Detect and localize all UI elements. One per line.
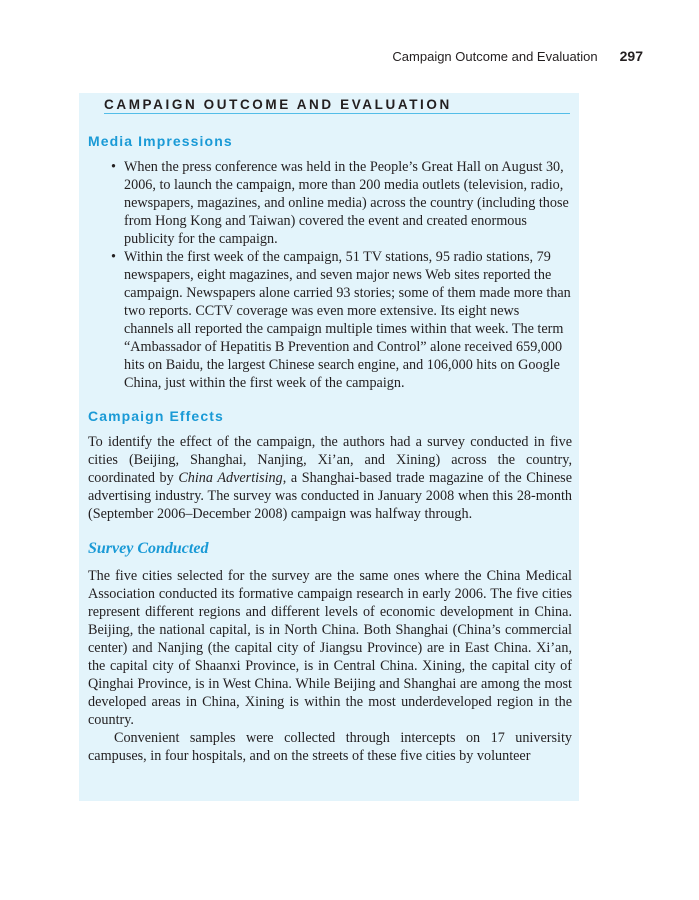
media-impressions-list — [88, 158, 572, 392]
list-item — [111, 158, 572, 248]
campaign-effects-paragraph — [88, 433, 572, 523]
list-item-text: When the press conference was held in the People’s Great Hall on August 30, 2006, to launch the campaign, more than 200 media outlets (television, radio, newspapers, magazines, and online media) across the country (including those from Hong Kong and Taiwan) covered the event and created enormous publicity for the campaign. — [124, 159, 569, 247]
list-item-text: Within the first week of the campaign, 51 TV stations, 95 radio stations, 79 newspapers, eight magazines, and seven major news Web sites reported the campaign. Newspapers alone carried 93 stories; some of them made more than two reports. CCTV coverage was even more extensive. Its eight news channels all reported the campaign multiple times within that week. The term “Ambassador of Hepatitis B Prevention and Control” alone received 659,000 hits on Baidu, the largest Chinese search engine, and 106,000 hits on Google China, just within the first week of the campaign. — [124, 249, 571, 391]
survey-paragraph-2: Convenient samples were collected through intercepts on 17 university campuses, in four hospitals, and on the streets of these five cities by volunteer — [88, 730, 572, 764]
survey-paragraph-1: The five cities selected for the survey are the same ones where the China Medical Association conducted its formative campaign research in early 2006. The five cities represent different regions and different levels of economic development in China. Beijing, the national capital, is in North China. Both Shanghai (China’s commercial center) and Nanjing (the capital city of Jiangsu Province) are in East China. Xi’an, the capital city of Shaanxi Province, is in Central China. Xining, the capital city of Qinghai Province, is in West China. While Beijing and Shanghai are among the most developed areas in China, Xining is within the most underdeveloped region in the country. — [88, 568, 572, 728]
box-content — [88, 132, 572, 765]
campaign-effects-text-1: To identify the effect of the campaign, the authors had a survey conducted in five cities (Beijing, Shanghai, Nanjing, Xi’an, and Xining) across the country, coordinated by — [88, 434, 572, 486]
publication-title: China Advertising — [178, 470, 283, 486]
box-title: CAMPAIGN OUTCOME AND EVALUATION — [104, 97, 570, 114]
running-header-title: Campaign Outcome and Evaluation — [392, 49, 598, 64]
running-header — [392, 48, 643, 64]
campaign-effects-text-2: , a Shanghai-based trade magazine of the Chinese advertising industry. The survey was conducted in January 2008 when this 28-month (September 2006–December 2008) campaign was halfway through. — [88, 470, 572, 522]
survey-conducted-heading: Survey Conducted — [88, 540, 209, 557]
sidebar-box — [79, 93, 579, 801]
list-item — [111, 248, 572, 392]
page-number: 297 — [619, 48, 643, 64]
media-impressions-heading: Media Impressions — [88, 133, 233, 149]
campaign-effects-heading: Campaign Effects — [88, 408, 224, 424]
bullet-icon: • — [111, 249, 116, 265]
bullet-icon: • — [111, 159, 116, 175]
